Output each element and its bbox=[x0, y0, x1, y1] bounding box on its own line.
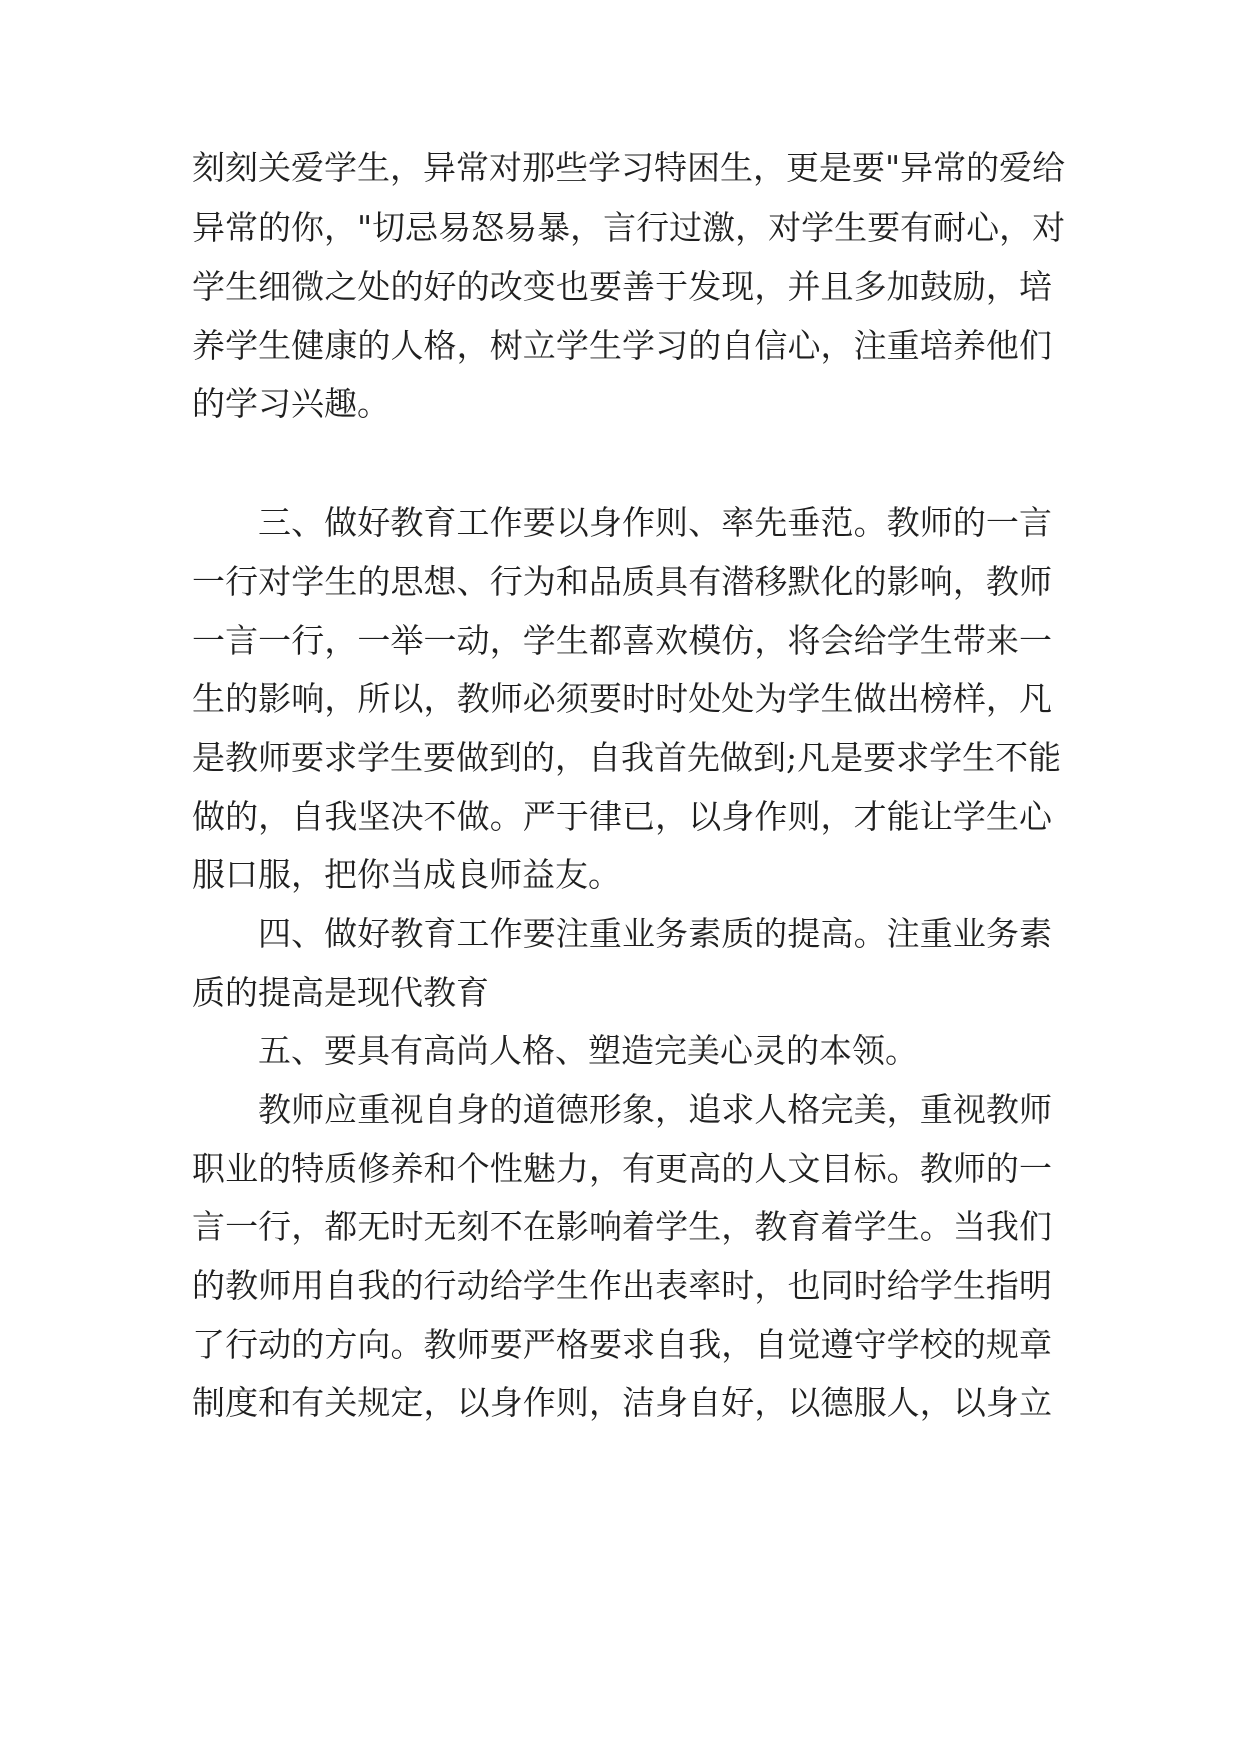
paragraph-2-line-3: 一言一行，一举一动，学生都喜欢模仿，将会给学生带来一 bbox=[192, 621, 1052, 660]
paragraph-1-line-5: 的学习兴趣。 bbox=[192, 384, 390, 423]
paragraph-2-line-5: 是教师要求学生要做到的，自我首先做到;凡是要求学生不能 bbox=[192, 738, 1062, 777]
paragraph-2-line-2: 一行对学生的思想、行为和品质具有潜移默化的影响，教师 bbox=[192, 562, 1052, 601]
paragraph-5-line-2: 职业的特质修养和个性魅力，有更高的人文目标。教师的一 bbox=[192, 1149, 1052, 1188]
paragraph-4-line-1: 五、要具有高尚人格、塑造完美心灵的本领。 bbox=[258, 1031, 918, 1070]
paragraph-2-line-1: 三、做好教育工作要以身作则、率先垂范。教师的一言 bbox=[258, 503, 1052, 542]
paragraph-2-line-4: 生的影响，所以，教师必须要时时处处为学生做出榜样，凡 bbox=[192, 679, 1052, 718]
paragraph-1-line-2: 异常的你，"切忌易怒易暴，言行过激，对学生要有耐心，对 bbox=[192, 208, 1066, 247]
paragraph-5-line-4: 的教师用自我的行动给学生作出表率时，也同时给学生指明 bbox=[192, 1266, 1052, 1305]
paragraph-1-line-4: 养学生健康的人格，树立学生学习的自信心，注重培养他们 bbox=[192, 326, 1052, 365]
paragraph-5-line-3: 言一行，都无时无刻不在影响着学生，教育着学生。当我们 bbox=[192, 1207, 1052, 1246]
paragraph-1-line-1: 刻刻关爱学生，异常对那些学习特困生，更是要"异常的爱给 bbox=[192, 148, 1066, 187]
paragraph-3-line-2: 质的提高是现代教育 bbox=[192, 973, 489, 1012]
paragraph-1-line-3: 学生细微之处的好的改变也要善于发现，并且多加鼓励，培 bbox=[192, 267, 1052, 306]
paragraph-2-line-7: 服口服，把你当成良师益友。 bbox=[192, 855, 621, 894]
paragraph-2-line-6: 做的，自我坚决不做。严于律已，以身作则，才能让学生心 bbox=[192, 797, 1052, 836]
paragraph-3-line-1: 四、做好教育工作要注重业务素质的提高。注重业务素 bbox=[258, 914, 1052, 953]
paragraph-5-line-6: 制度和有关规定，以身作则，洁身自好，以德服人，以身立 bbox=[192, 1383, 1052, 1422]
paragraph-5-line-1: 教师应重视自身的道德形象，追求人格完美，重视教师 bbox=[258, 1090, 1052, 1129]
paragraph-5-line-5: 了行动的方向。教师要严格要求自我，自觉遵守学校的规章 bbox=[192, 1325, 1052, 1364]
